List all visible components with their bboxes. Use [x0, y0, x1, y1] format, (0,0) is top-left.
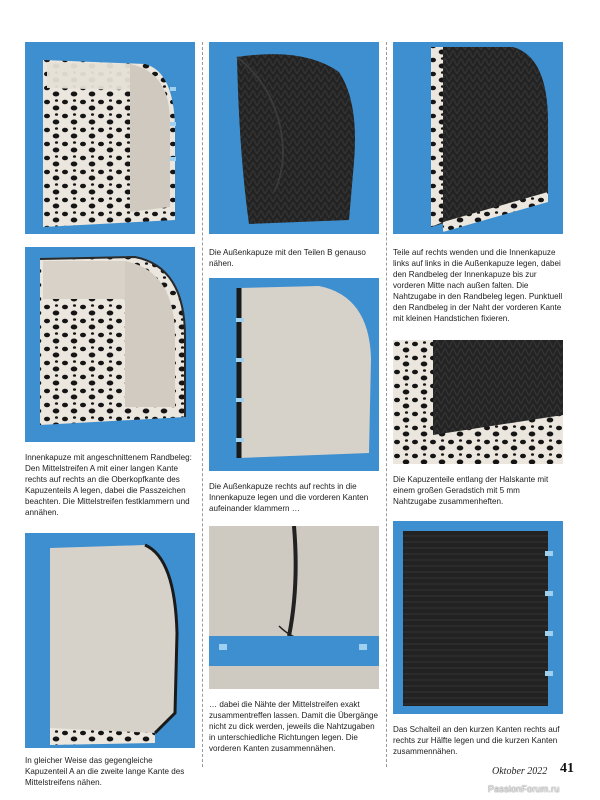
caption: Innenkapuze mit angeschnittenem Randbeleg: Den Mittelstreifen A mit einer langen Kante rechts auf rechts an die Oberkopfkante des Kapuzenteils A legen, dabei die Passzeichen beachten. Die Mittelstreifen festklammern und annähen.: [25, 453, 192, 517]
photo-inner-hood-center-strip: [25, 247, 195, 442]
issue-date: Oktober 2022: [492, 766, 548, 777]
caption: Das Schalteil an den kurzen Kanten rechts auf rechts zur Hälfte legen und die kurzen Kanten zusammennähen.: [393, 725, 560, 756]
photo-light-hood-side: [25, 533, 195, 748]
caption: … dabei die Nähte der Mittelstreifen exakt zusammentreffen lassen. Damit die Übergänge nicht zu dick werden, jeweils die Nahtzugaben in unterschiedliche Richtungen legen. Die vorderen Kanten zusammennähen.: [209, 700, 379, 753]
column-divider: [386, 42, 387, 767]
caption: Die Kapuzenteile entlang der Halskante mit einem großen Geradstich mit 5 mm Nahtzugabe zusammenheften.: [393, 475, 549, 506]
caption: Die Außenkapuze mit den Teilen B genauso nähen.: [209, 248, 366, 268]
caption: Die Außenkapuze rechts auf rechts in die Innenkapuze legen und die vorderen Kanten aufeinander klammern …: [209, 482, 369, 513]
photo-inner-hood-dalmatian: [25, 42, 195, 234]
photo-hoods-clipped: [209, 278, 379, 471]
photo-turned-hood: [393, 42, 563, 234]
column-divider: [202, 42, 203, 767]
photo-neck-edge-basted: [393, 340, 563, 464]
photo-outer-hood-black: [209, 42, 379, 234]
caption: In gleicher Weise das gegengleiche Kapuzenteil A an die zweite lange Kante des Mittelstreifens nähen.: [25, 756, 185, 787]
photo-scarf-piece: [393, 521, 563, 714]
page-number: 41: [560, 761, 574, 776]
photo-seams-meeting: [209, 526, 379, 689]
watermark: PassionForum.ru: [488, 784, 560, 794]
caption: Teile auf rechts wenden und die Innenkapuze links auf links in die Außenkapuze legen, dabei den Randbeleg der Innenkapuze bis zur vorderen Mitte nach außen falten. Die Nahtzugabe in den Randbeleg legen. Punktuell den Randbeleg in der Naht der vorderen Kante mit kleinen Handstichen fixieren.: [393, 248, 563, 323]
